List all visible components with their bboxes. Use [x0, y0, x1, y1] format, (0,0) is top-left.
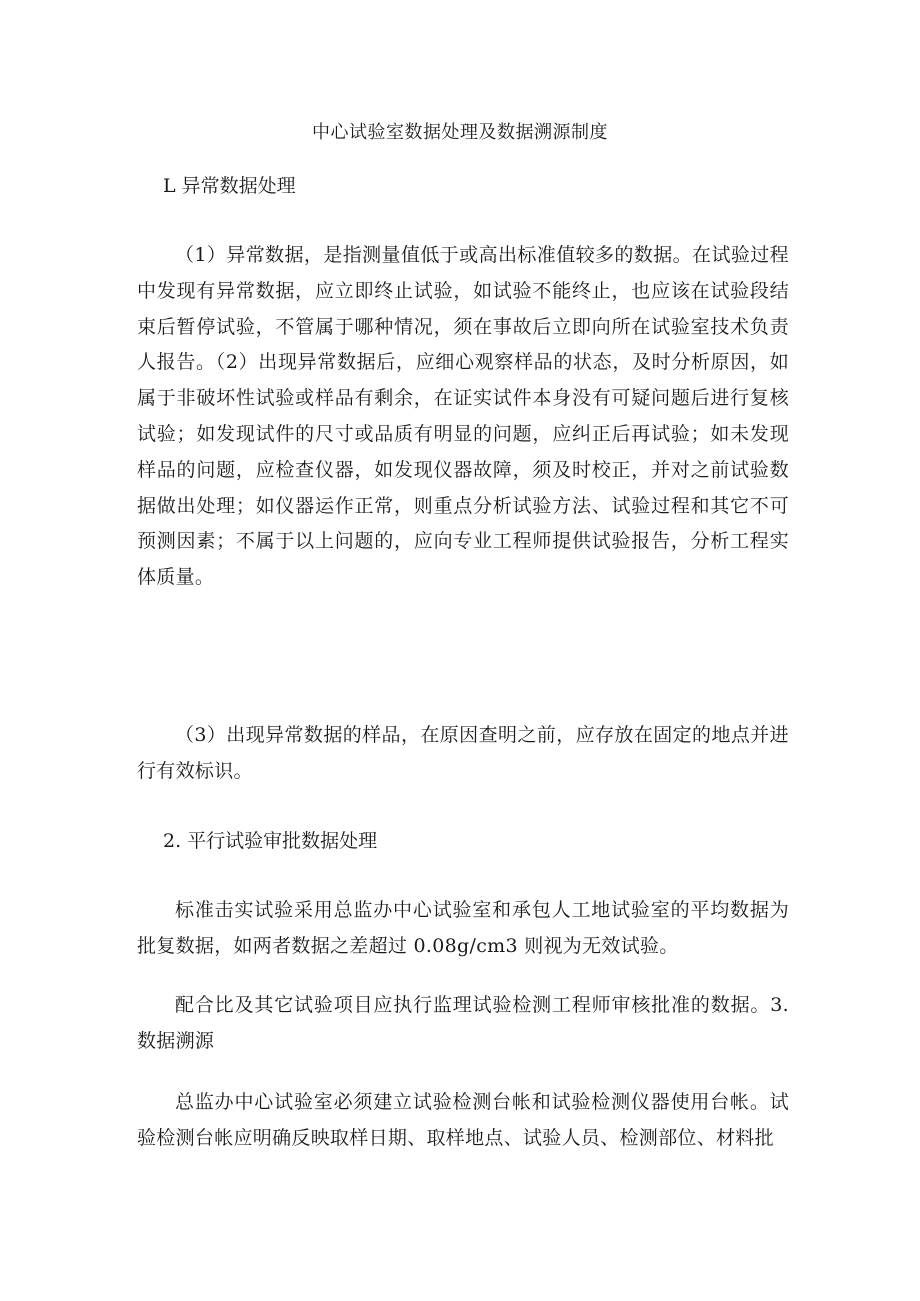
- paragraph-abnormal-data-handling: （1）异常数据，是指测量值低于或高出标准值较多的数据。在试验过程中发现有异常数据，应立即终止试验，如试验不能终止，也应该在试验段结束后暂停试验，不管属于哪种情况，须在事故后立即向所在试验室技术负责人报告。（2）出现异常数据后，应细心观察样品的状态，及时分析原因，如属于非破坏性试验或样品有剩余，在证实试件本身没有可疑问题后进行复核试验；如发现试件的尺寸或品质有明显的问题，应纠正后再试验；如未发现样品的问题，应检查仪器，如发现仪器故障，须及时校正，并对之前试验数据做出处理；如仪器运作正常，则重点分析试验方法、试验过程和其它不可预测因素；不属于以上问题的，应向专业工程师提供试验报告，分析工程实体质量。: [137, 244, 789, 589]
- paragraph-data-traceability: 总监办中心试验室必须建立试验检测台帐和试验检测仪器使用台帐。试验检测台帐应明确反映取样日期、取样地点、试验人员、检测部位、材料批: [137, 1091, 789, 1149]
- section-heading-parallel-test: 2. 平行试验审批数据处理: [163, 830, 378, 852]
- paragraph-mix-ratio: 配合比及其它试验项目应执行监理试验检测工程师审核批准的数据。3. 数据溯源: [137, 994, 789, 1052]
- document-title: 中心试验室数据处理及数据溯源制度: [312, 122, 608, 143]
- paragraph-abnormal-sample-storage: （3）出现异常数据的样品，在原因查明之前，应存放在固定的地点并进行有效标识。: [137, 724, 789, 782]
- paragraph-compaction-test: 标准击实试验采用总监办中心试验室和承包人工地试验室的平均数据为批复数据，如两者数据之差超过 0.08g∕cm3 则视为无效试验。: [137, 899, 789, 957]
- section-heading-abnormal-data: L 异常数据处理: [163, 175, 296, 197]
